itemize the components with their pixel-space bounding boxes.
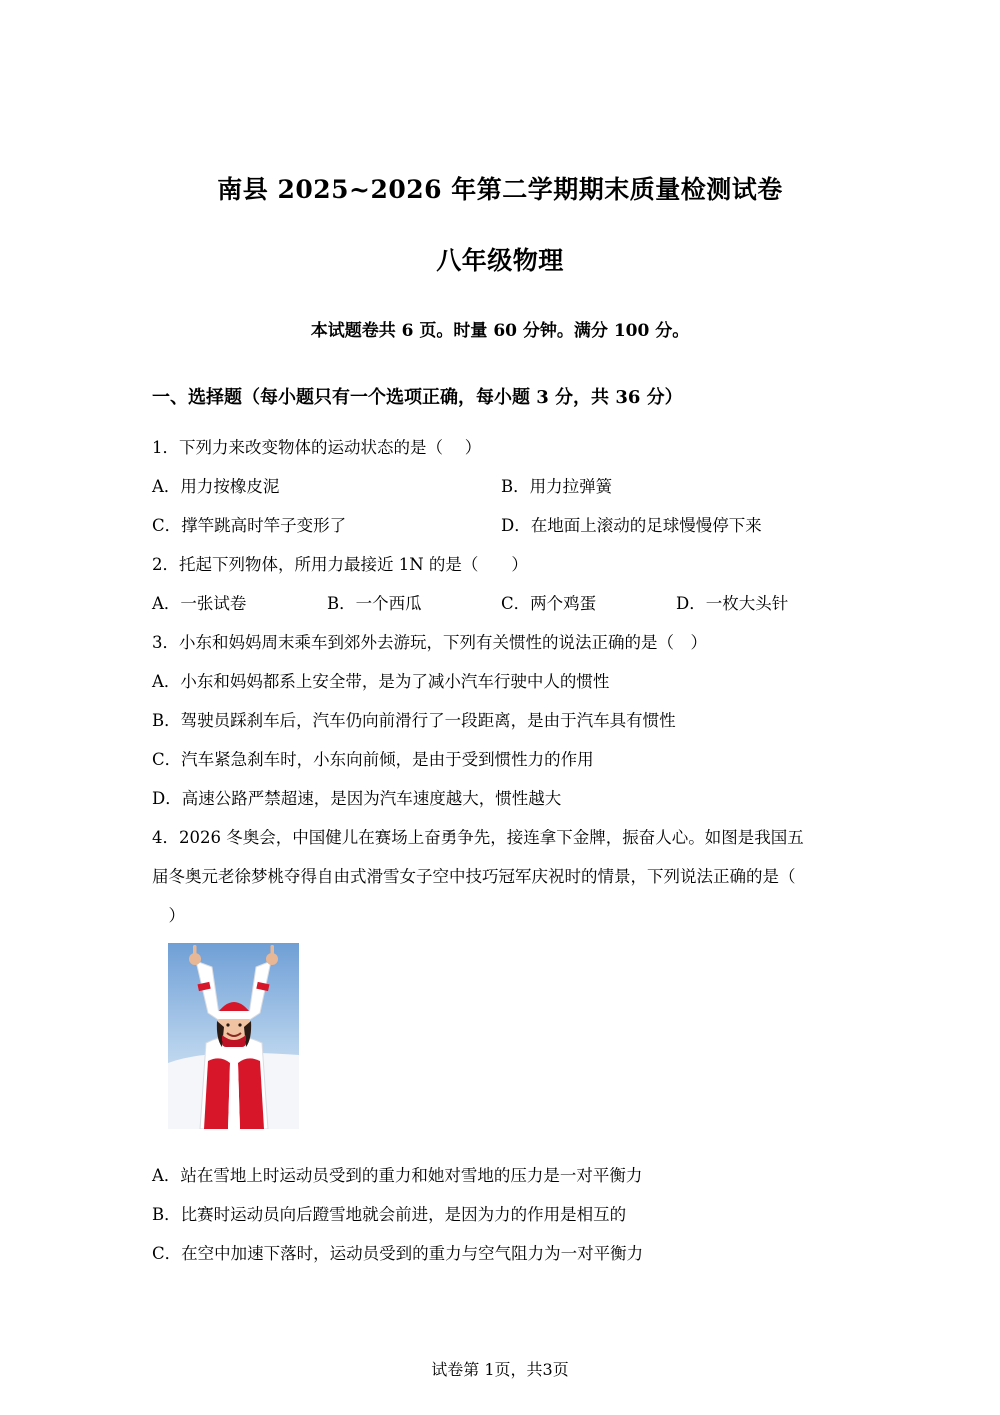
question-2-option-d: D．一枚大头针 bbox=[676, 594, 789, 613]
question-2-option-a: A．一张试卷 bbox=[152, 594, 247, 613]
exam-subtitle: 八年级物理 bbox=[436, 246, 564, 275]
question-1-option-b: B．用力拉弹簧 bbox=[501, 477, 613, 496]
question-4-stem-line-2: 届冬奥元老徐梦桃夺得自由式滑雪女子空中技巧冠军庆祝时的情景，下列说法正确的是（ bbox=[152, 867, 796, 886]
question-2-option-c: C．两个鸡蛋 bbox=[501, 594, 597, 613]
question-1-option-c: C．撑竿跳高时竿子变形了 bbox=[152, 516, 347, 535]
athlete-celebration-photo bbox=[168, 943, 299, 1129]
question-1-option-d: D．在地面上滚动的足球慢慢停下来 bbox=[501, 516, 762, 535]
question-3-option-d: D．高速公路严禁超速，是因为汽车速度越大，惯性越大 bbox=[152, 789, 562, 808]
question-4-option-c: C．在空中加速下落时，运动员受到的重力与空气阻力为一对平衡力 bbox=[152, 1244, 644, 1263]
question-3-stem: 3．小东和妈妈周末乘车到郊外去游玩，下列有关惯性的说法正确的是（ ） bbox=[152, 633, 707, 652]
question-2-stem: 2．托起下列物体，所用力最接近 1N 的是（ ） bbox=[152, 555, 528, 574]
question-3-option-b: B．驾驶员踩刹车后，汽车仍向前滑行了一段距离，是由于汽车具有惯性 bbox=[152, 711, 676, 730]
question-1-option-a: A．用力按橡皮泥 bbox=[152, 477, 280, 496]
exam-title: 南县 2025~2026 年第二学期期末质量检测试卷 bbox=[217, 175, 783, 204]
question-4-option-b: B．比赛时运动员向后蹬雪地就会前进，是因为力的作用是相互的 bbox=[152, 1205, 627, 1224]
question-3-option-a: A．小东和妈妈都系上安全带，是为了减小汽车行驶中人的惯性 bbox=[152, 672, 610, 691]
question-3-option-c: C．汽车紧急刹车时，小东向前倾，是由于受到惯性力的作用 bbox=[152, 750, 594, 769]
page-number: 试卷第 1页，共3页 bbox=[431, 1360, 569, 1379]
exam-info: 本试题卷共 6 页。时量 60 分钟。满分 100 分。 bbox=[310, 321, 690, 341]
section-heading: 一、选择题（每小题只有一个选项正确，每小题 3 分，共 36 分） bbox=[152, 387, 683, 408]
question-1-stem: 1．下列力来改变物体的运动状态的是（ ） bbox=[152, 438, 482, 457]
question-4-option-a: A．站在雪地上时运动员受到的重力和她对雪地的压力是一对平衡力 bbox=[152, 1166, 643, 1185]
question-2-option-b: B．一个西瓜 bbox=[327, 594, 422, 613]
question-4-stem-line-1: 4．2026 冬奥会，中国健儿在赛场上奋勇争先，接连拿下金牌，振奋人心。如图是我国五 bbox=[152, 828, 804, 847]
question-4-stem-line-3: ） bbox=[152, 906, 185, 925]
